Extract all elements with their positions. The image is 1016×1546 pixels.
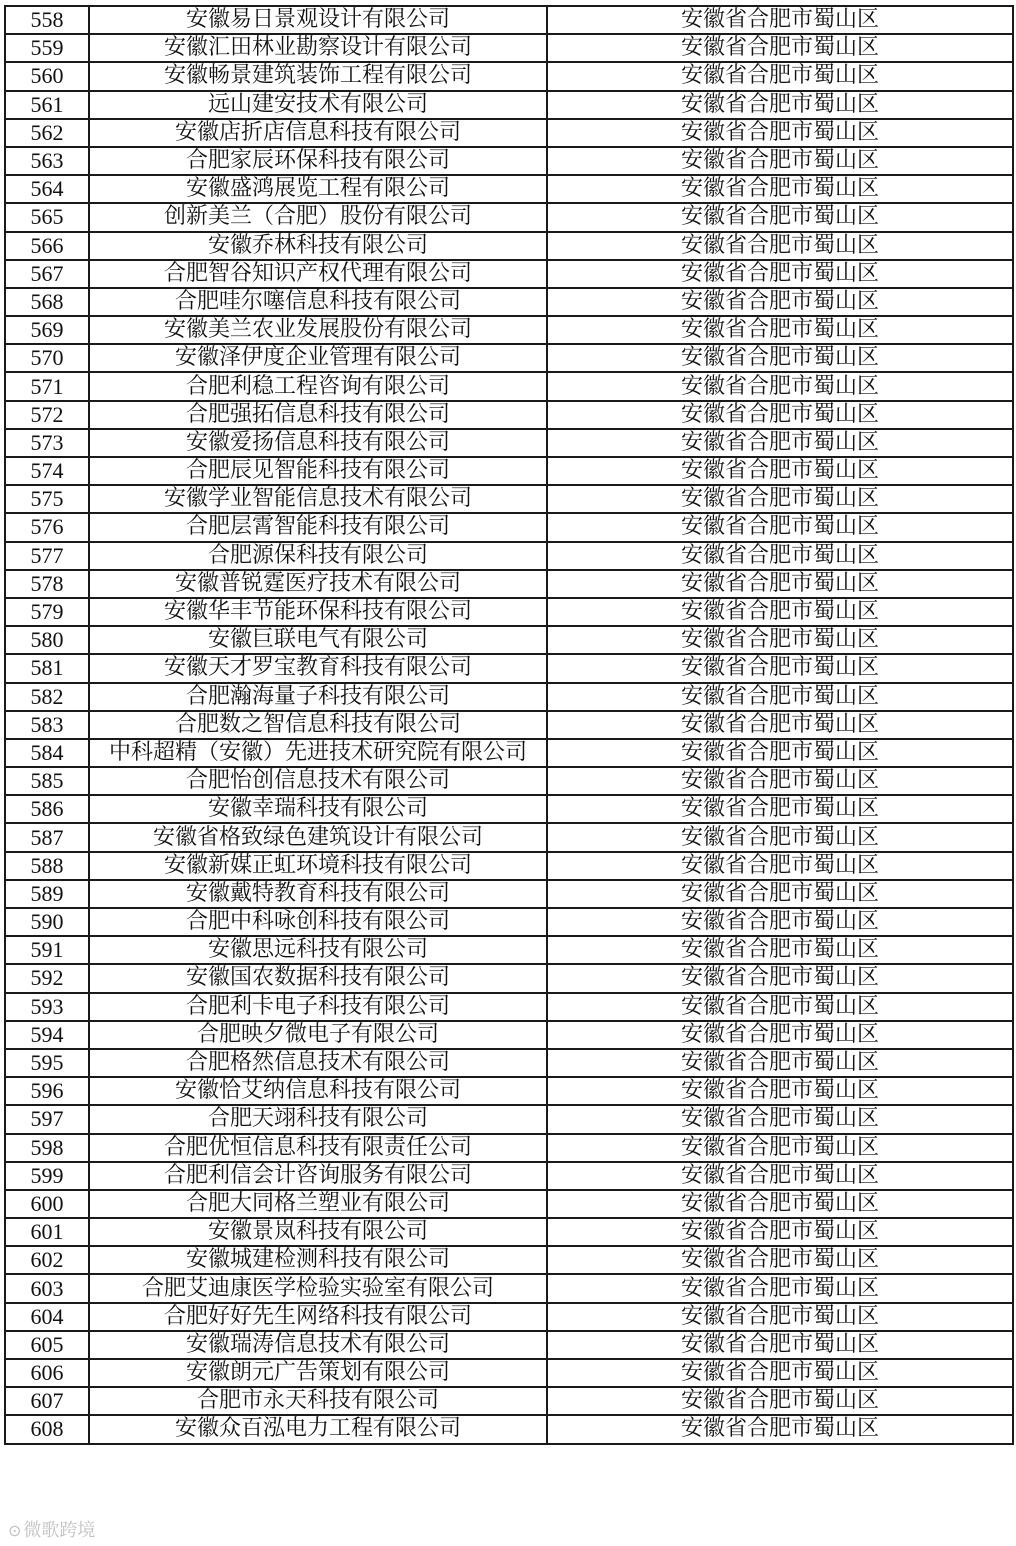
row-number: 608 [5, 1415, 89, 1443]
company-location: 安徽省合肥市蜀山区 [547, 823, 1013, 851]
company-location: 安徽省合肥市蜀山区 [547, 654, 1013, 682]
company-name: 合肥瀚海量子科技有限公司 [89, 683, 547, 711]
row-number: 561 [5, 91, 89, 119]
company-location: 安徽省合肥市蜀山区 [547, 852, 1013, 880]
table-row [5, 260, 1013, 288]
company-name: 安徽美兰农业发展股份有限公司 [89, 316, 547, 344]
row-number: 602 [5, 1246, 89, 1274]
row-number: 559 [5, 34, 89, 62]
row-number: 568 [5, 288, 89, 316]
company-name: 合肥辰见智能科技有限公司 [89, 457, 547, 485]
table-row [5, 1246, 1013, 1274]
company-location: 安徽省合肥市蜀山区 [547, 288, 1013, 316]
company-location: 安徽省合肥市蜀山区 [547, 598, 1013, 626]
table-row [5, 1218, 1013, 1246]
company-location: 安徽省合肥市蜀山区 [547, 1359, 1013, 1387]
company-name: 合肥天翊科技有限公司 [89, 1105, 547, 1133]
table-row [5, 62, 1013, 90]
table-row [5, 1359, 1013, 1387]
table-row [5, 34, 1013, 62]
table-row [5, 1134, 1013, 1162]
company-location: 安徽省合肥市蜀山区 [547, 542, 1013, 570]
table-row [5, 570, 1013, 598]
table-row [5, 852, 1013, 880]
table-row [5, 1049, 1013, 1077]
table-row [5, 429, 1013, 457]
row-number: 591 [5, 936, 89, 964]
company-name: 合肥强拓信息科技有限公司 [89, 401, 547, 429]
company-name: 安徽学业智能信息技术有限公司 [89, 485, 547, 513]
company-location: 安徽省合肥市蜀山区 [547, 711, 1013, 739]
company-location: 安徽省合肥市蜀山区 [547, 203, 1013, 231]
wechat-icon: ⊙ [8, 1521, 22, 1540]
row-number: 563 [5, 147, 89, 175]
row-number: 581 [5, 654, 89, 682]
company-location: 安徽省合肥市蜀山区 [547, 316, 1013, 344]
company-location: 安徽省合肥市蜀山区 [547, 485, 1013, 513]
row-number: 605 [5, 1331, 89, 1359]
table-row [5, 6, 1013, 34]
company-name: 安徽盛鸿展览工程有限公司 [89, 175, 547, 203]
table-row [5, 880, 1013, 908]
company-name: 安徽城建检测科技有限公司 [89, 1246, 547, 1274]
table-row [5, 936, 1013, 964]
company-name: 合肥源保科技有限公司 [89, 542, 547, 570]
company-name: 合肥利稳工程咨询有限公司 [89, 372, 547, 400]
row-number: 577 [5, 542, 89, 570]
company-name: 安徽汇田林业勘察设计有限公司 [89, 34, 547, 62]
row-number: 560 [5, 62, 89, 90]
company-location: 安徽省合肥市蜀山区 [547, 1415, 1013, 1443]
company-name: 合肥智谷知识产权代理有限公司 [89, 260, 547, 288]
company-name: 合肥怡创信息技术有限公司 [89, 767, 547, 795]
table-row [5, 1274, 1013, 1302]
row-number: 564 [5, 175, 89, 203]
company-name: 安徽巨联电气有限公司 [89, 626, 547, 654]
row-number: 596 [5, 1077, 89, 1105]
company-location: 安徽省合肥市蜀山区 [547, 6, 1013, 34]
company-location: 安徽省合肥市蜀山区 [547, 1105, 1013, 1133]
row-number: 566 [5, 232, 89, 260]
company-location: 安徽省合肥市蜀山区 [547, 1049, 1013, 1077]
table-row [5, 288, 1013, 316]
table-row [5, 232, 1013, 260]
row-number: 580 [5, 626, 89, 654]
company-location: 安徽省合肥市蜀山区 [547, 880, 1013, 908]
company-name: 远山建安技术有限公司 [89, 91, 547, 119]
company-location: 安徽省合肥市蜀山区 [547, 1077, 1013, 1105]
table-row [5, 964, 1013, 992]
company-location: 安徽省合肥市蜀山区 [547, 1134, 1013, 1162]
row-number: 579 [5, 598, 89, 626]
row-number: 586 [5, 795, 89, 823]
table-row [5, 654, 1013, 682]
table-row [5, 683, 1013, 711]
company-location: 安徽省合肥市蜀山区 [547, 1387, 1013, 1415]
table-row [5, 739, 1013, 767]
row-number: 558 [5, 6, 89, 34]
company-name: 安徽朗元广告策划有限公司 [89, 1359, 547, 1387]
company-list-table [4, 5, 1014, 1445]
table-row [5, 908, 1013, 936]
company-name: 安徽易日景观设计有限公司 [89, 6, 547, 34]
row-number: 599 [5, 1162, 89, 1190]
table-row [5, 1303, 1013, 1331]
row-number: 571 [5, 372, 89, 400]
company-name: 安徽恰艾纳信息科技有限公司 [89, 1077, 547, 1105]
row-number: 598 [5, 1134, 89, 1162]
company-name: 合肥数之智信息科技有限公司 [89, 711, 547, 739]
company-name: 合肥利信会计咨询服务有限公司 [89, 1162, 547, 1190]
company-location: 安徽省合肥市蜀山区 [547, 147, 1013, 175]
table-row [5, 1331, 1013, 1359]
company-name: 安徽瑞涛信息技术有限公司 [89, 1331, 547, 1359]
company-location: 安徽省合肥市蜀山区 [547, 372, 1013, 400]
company-name: 合肥家辰环保科技有限公司 [89, 147, 547, 175]
company-name: 安徽店折店信息科技有限公司 [89, 119, 547, 147]
watermark [8, 1516, 95, 1542]
company-location: 安徽省合肥市蜀山区 [547, 91, 1013, 119]
company-name: 安徽众百泓电力工程有限公司 [89, 1415, 547, 1443]
row-number: 600 [5, 1190, 89, 1218]
row-number: 573 [5, 429, 89, 457]
company-name: 合肥映夕微电子有限公司 [89, 1021, 547, 1049]
company-location: 安徽省合肥市蜀山区 [547, 1331, 1013, 1359]
company-location: 安徽省合肥市蜀山区 [547, 570, 1013, 598]
company-name: 安徽泽伊度企业管理有限公司 [89, 344, 547, 372]
table-row [5, 513, 1013, 541]
row-number: 575 [5, 485, 89, 513]
table-row [5, 485, 1013, 513]
row-number: 593 [5, 993, 89, 1021]
table-row [5, 1077, 1013, 1105]
table-body [5, 6, 1013, 1444]
company-location: 安徽省合肥市蜀山区 [547, 1190, 1013, 1218]
row-number: 607 [5, 1387, 89, 1415]
company-name: 合肥哇尔噻信息科技有限公司 [89, 288, 547, 316]
company-location: 安徽省合肥市蜀山区 [547, 795, 1013, 823]
company-name: 合肥中科咏创科技有限公司 [89, 908, 547, 936]
company-location: 安徽省合肥市蜀山区 [547, 344, 1013, 372]
row-number: 584 [5, 739, 89, 767]
company-name: 安徽国农数据科技有限公司 [89, 964, 547, 992]
table-row [5, 542, 1013, 570]
company-location: 安徽省合肥市蜀山区 [547, 626, 1013, 654]
company-location: 安徽省合肥市蜀山区 [547, 1218, 1013, 1246]
company-name: 安徽省格致绿色建筑设计有限公司 [89, 823, 547, 851]
company-name: 创新美兰（合肥）股份有限公司 [89, 203, 547, 231]
company-name: 合肥大同格兰塑业有限公司 [89, 1190, 547, 1218]
table-row [5, 767, 1013, 795]
company-location: 安徽省合肥市蜀山区 [547, 1274, 1013, 1302]
company-location: 安徽省合肥市蜀山区 [547, 1162, 1013, 1190]
row-number: 585 [5, 767, 89, 795]
company-location: 安徽省合肥市蜀山区 [547, 513, 1013, 541]
row-number: 574 [5, 457, 89, 485]
company-location: 安徽省合肥市蜀山区 [547, 993, 1013, 1021]
company-name: 合肥格然信息技术有限公司 [89, 1049, 547, 1077]
table-row [5, 119, 1013, 147]
company-location: 安徽省合肥市蜀山区 [547, 964, 1013, 992]
company-name: 安徽普锐霆医疗技术有限公司 [89, 570, 547, 598]
row-number: 604 [5, 1303, 89, 1331]
row-number: 594 [5, 1021, 89, 1049]
table-row [5, 1162, 1013, 1190]
row-number: 595 [5, 1049, 89, 1077]
row-number: 576 [5, 513, 89, 541]
table-row [5, 91, 1013, 119]
company-location: 安徽省合肥市蜀山区 [547, 683, 1013, 711]
company-location: 安徽省合肥市蜀山区 [547, 739, 1013, 767]
row-number: 601 [5, 1218, 89, 1246]
row-number: 588 [5, 852, 89, 880]
row-number: 582 [5, 683, 89, 711]
row-number: 567 [5, 260, 89, 288]
table-row [5, 344, 1013, 372]
table-row [5, 457, 1013, 485]
company-location: 安徽省合肥市蜀山区 [547, 1246, 1013, 1274]
company-location: 安徽省合肥市蜀山区 [547, 908, 1013, 936]
company-location: 安徽省合肥市蜀山区 [547, 232, 1013, 260]
company-location: 安徽省合肥市蜀山区 [547, 1303, 1013, 1331]
table-row [5, 823, 1013, 851]
company-location: 安徽省合肥市蜀山区 [547, 119, 1013, 147]
company-location: 安徽省合肥市蜀山区 [547, 260, 1013, 288]
table-row [5, 1190, 1013, 1218]
company-name: 安徽思远科技有限公司 [89, 936, 547, 964]
table-row [5, 993, 1013, 1021]
company-name: 合肥艾迪康医学检验实验室有限公司 [89, 1274, 547, 1302]
company-name: 安徽新媒正虹环境科技有限公司 [89, 852, 547, 880]
company-name: 安徽乔林科技有限公司 [89, 232, 547, 260]
table-row [5, 1105, 1013, 1133]
table-row [5, 598, 1013, 626]
table-row [5, 401, 1013, 429]
row-number: 597 [5, 1105, 89, 1133]
table-row [5, 1415, 1013, 1443]
row-number: 603 [5, 1274, 89, 1302]
company-name: 合肥利卡电子科技有限公司 [89, 993, 547, 1021]
company-location: 安徽省合肥市蜀山区 [547, 62, 1013, 90]
table-row [5, 1387, 1013, 1415]
company-name: 合肥层霄智能科技有限公司 [89, 513, 547, 541]
row-number: 570 [5, 344, 89, 372]
company-location: 安徽省合肥市蜀山区 [547, 767, 1013, 795]
table-row [5, 372, 1013, 400]
company-name: 安徽华丰节能环保科技有限公司 [89, 598, 547, 626]
company-name: 安徽天才罗宝教育科技有限公司 [89, 654, 547, 682]
row-number: 589 [5, 880, 89, 908]
row-number: 565 [5, 203, 89, 231]
row-number: 606 [5, 1359, 89, 1387]
table-row [5, 626, 1013, 654]
company-location: 安徽省合肥市蜀山区 [547, 175, 1013, 203]
table-row [5, 316, 1013, 344]
row-number: 583 [5, 711, 89, 739]
table-row [5, 203, 1013, 231]
company-location: 安徽省合肥市蜀山区 [547, 34, 1013, 62]
row-number: 587 [5, 823, 89, 851]
company-name: 合肥市永天科技有限公司 [89, 1387, 547, 1415]
row-number: 569 [5, 316, 89, 344]
row-number: 590 [5, 908, 89, 936]
company-location: 安徽省合肥市蜀山区 [547, 936, 1013, 964]
row-number: 578 [5, 570, 89, 598]
company-name: 安徽幸瑞科技有限公司 [89, 795, 547, 823]
table-row [5, 795, 1013, 823]
company-location: 安徽省合肥市蜀山区 [547, 457, 1013, 485]
company-name: 安徽爱扬信息科技有限公司 [89, 429, 547, 457]
company-name: 中科超精（安徽）先进技术研究院有限公司 [89, 739, 547, 767]
company-location: 安徽省合肥市蜀山区 [547, 429, 1013, 457]
company-name: 安徽畅景建筑装饰工程有限公司 [89, 62, 547, 90]
company-location: 安徽省合肥市蜀山区 [547, 401, 1013, 429]
watermark-text: 微歌跨境 [23, 1520, 96, 1541]
company-name: 安徽戴特教育科技有限公司 [89, 880, 547, 908]
company-name: 合肥优恒信息科技有限责任公司 [89, 1134, 547, 1162]
company-name: 合肥好好先生网络科技有限公司 [89, 1303, 547, 1331]
company-location: 安徽省合肥市蜀山区 [547, 1021, 1013, 1049]
row-number: 592 [5, 964, 89, 992]
table-row [5, 711, 1013, 739]
company-name: 安徽景岚科技有限公司 [89, 1218, 547, 1246]
row-number: 562 [5, 119, 89, 147]
table-row [5, 175, 1013, 203]
table-row [5, 147, 1013, 175]
row-number: 572 [5, 401, 89, 429]
table-row [5, 1021, 1013, 1049]
